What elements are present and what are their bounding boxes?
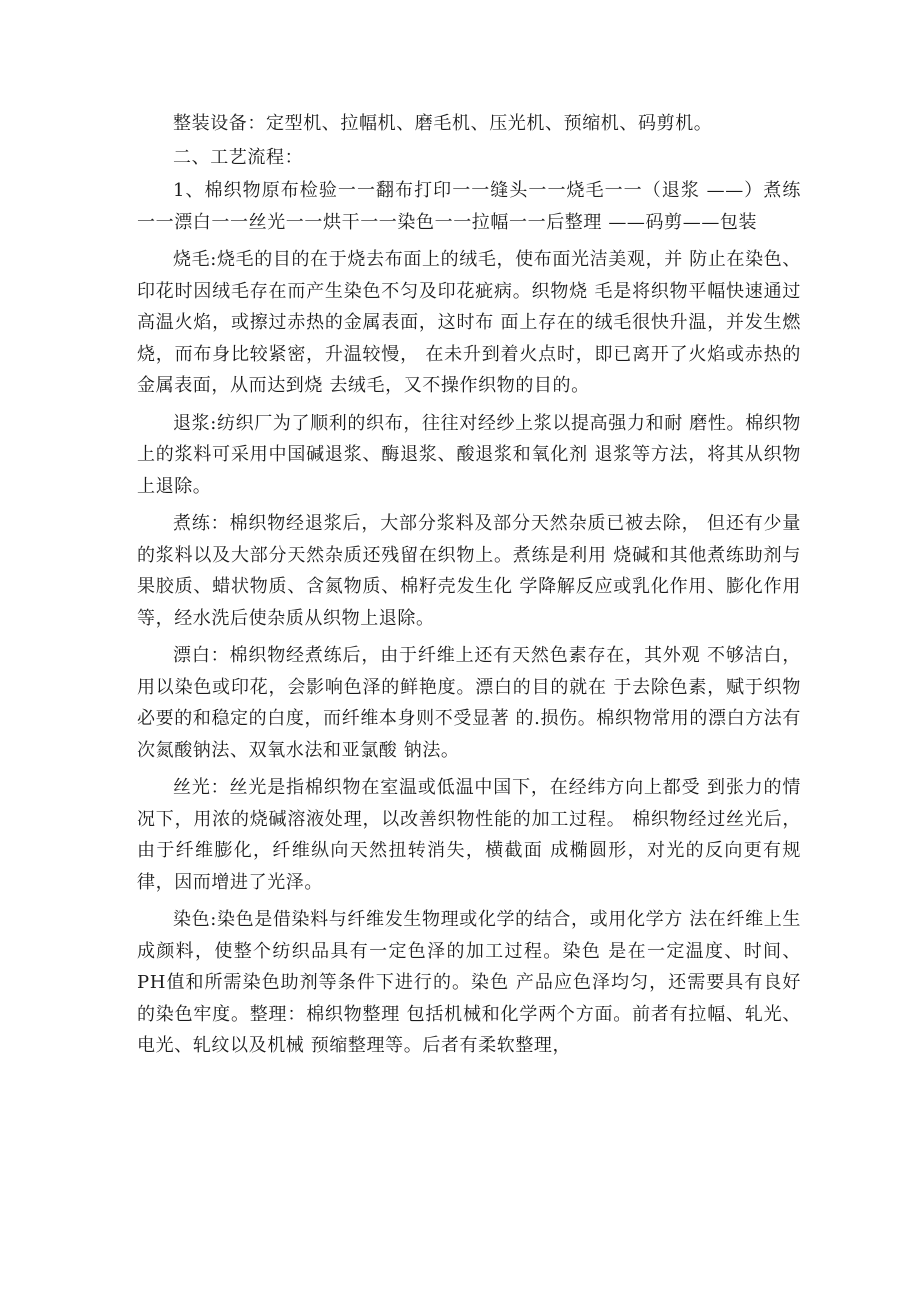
paragraph-desizing: 退浆:纺织厂为了顺利的织布，往往对经纱上浆以提高强力和耐 磨性。棉织物上的浆料可采用中国碱退浆、酶退浆、酸退浆和氧化剂 退浆等方法，将其从织物上退除。 — [137, 412, 801, 497]
document-body — [137, 108, 801, 1068]
paragraph-equipment: 整装设备：定型机、拉幅机、磨毛机、压光机、预缩机、码剪机。 — [173, 113, 713, 134]
section-heading-process: 二、工艺流程： — [173, 146, 304, 168]
paragraph-scouring: 煮练：棉织物经退浆后，大部分浆料及部分天然杂质已被去除， 但还有少量的浆料以及大部分天然杂质还残留在织物上。煮练是利用 烧碱和其他煮练助剂与果胶质、蜡状物质、含氮物质、棉籽壳发生化 学降解反应或乳化作用、膨化作用等，经水洗后使杂质从织物上退除。 — [137, 513, 801, 629]
paragraph-process-flow: 1、棉织物原布检验一一翻布打印一一缝头一一烧毛一一（退浆 ——）煮练一一漂白一一丝光一一烘干一一染色一一拉幅一一后整理 ——码剪——包装 — [137, 180, 801, 233]
paragraph-mercerizing: 丝光：丝光是指棉织物在室温或低温中国下，在经纬方向上都受 到张力的情况下，用浓的烧碱溶液处理，以改善织物性能的加工过程。 棉织物经过丝光后，由于纤维膨化，纤维纵向天然扭转消失，横截面 成椭圆形，对光的反向更有规律，因而增进了光泽。 — [137, 777, 801, 893]
paragraph-dyeing: 染色:染色是借染料与纤维发生物理或化学的结合，或用化学方 法在纤维上生成颜料，使整个纺织品具有一定色泽的加工过程。染色 是在一定温度、时间、PH值和所需染色助剂等条件下进行的。染色 产品应色泽均匀，还需要具有良好的染色牢度。整理：棉织物整理 包括机械和化学两个方面。前者有拉幅、轧光、电光、轧纹以及机械 预缩整理等。后者有柔软整理， — [137, 909, 801, 1056]
paragraph-singeing: 烧毛:烧毛的目的在于烧去布面上的绒毛，使布面光洁美观，并 防止在染色、印花时因绒毛存在而产生染色不匀及印花疵病。织物烧 毛是将织物平幅快速通过高温火焰，或擦过赤热的金属表面，这时布 面上存在的绒毛很快升温，并发生燃烧，而布身比较紧密，升温较慢， 在未升到着火点时，即已离开了火焰或赤热的金属表面，从而达到烧 去绒毛，又不操作织物的目的。 — [137, 249, 801, 396]
paragraph-bleaching: 漂白：棉织物经煮练后，由于纤维上还有天然色素存在，其外观 不够洁白，用以染色或印花，会影响色泽的鲜艳度。漂白的目的就在 于去除色素，赋于织物必要的和稳定的白度，而纤维本身则不受显著 的.损伤。棉织物常用的漂白方法有次氮酸钠法、双氧水法和亚氯酸 钠法。 — [137, 645, 801, 761]
